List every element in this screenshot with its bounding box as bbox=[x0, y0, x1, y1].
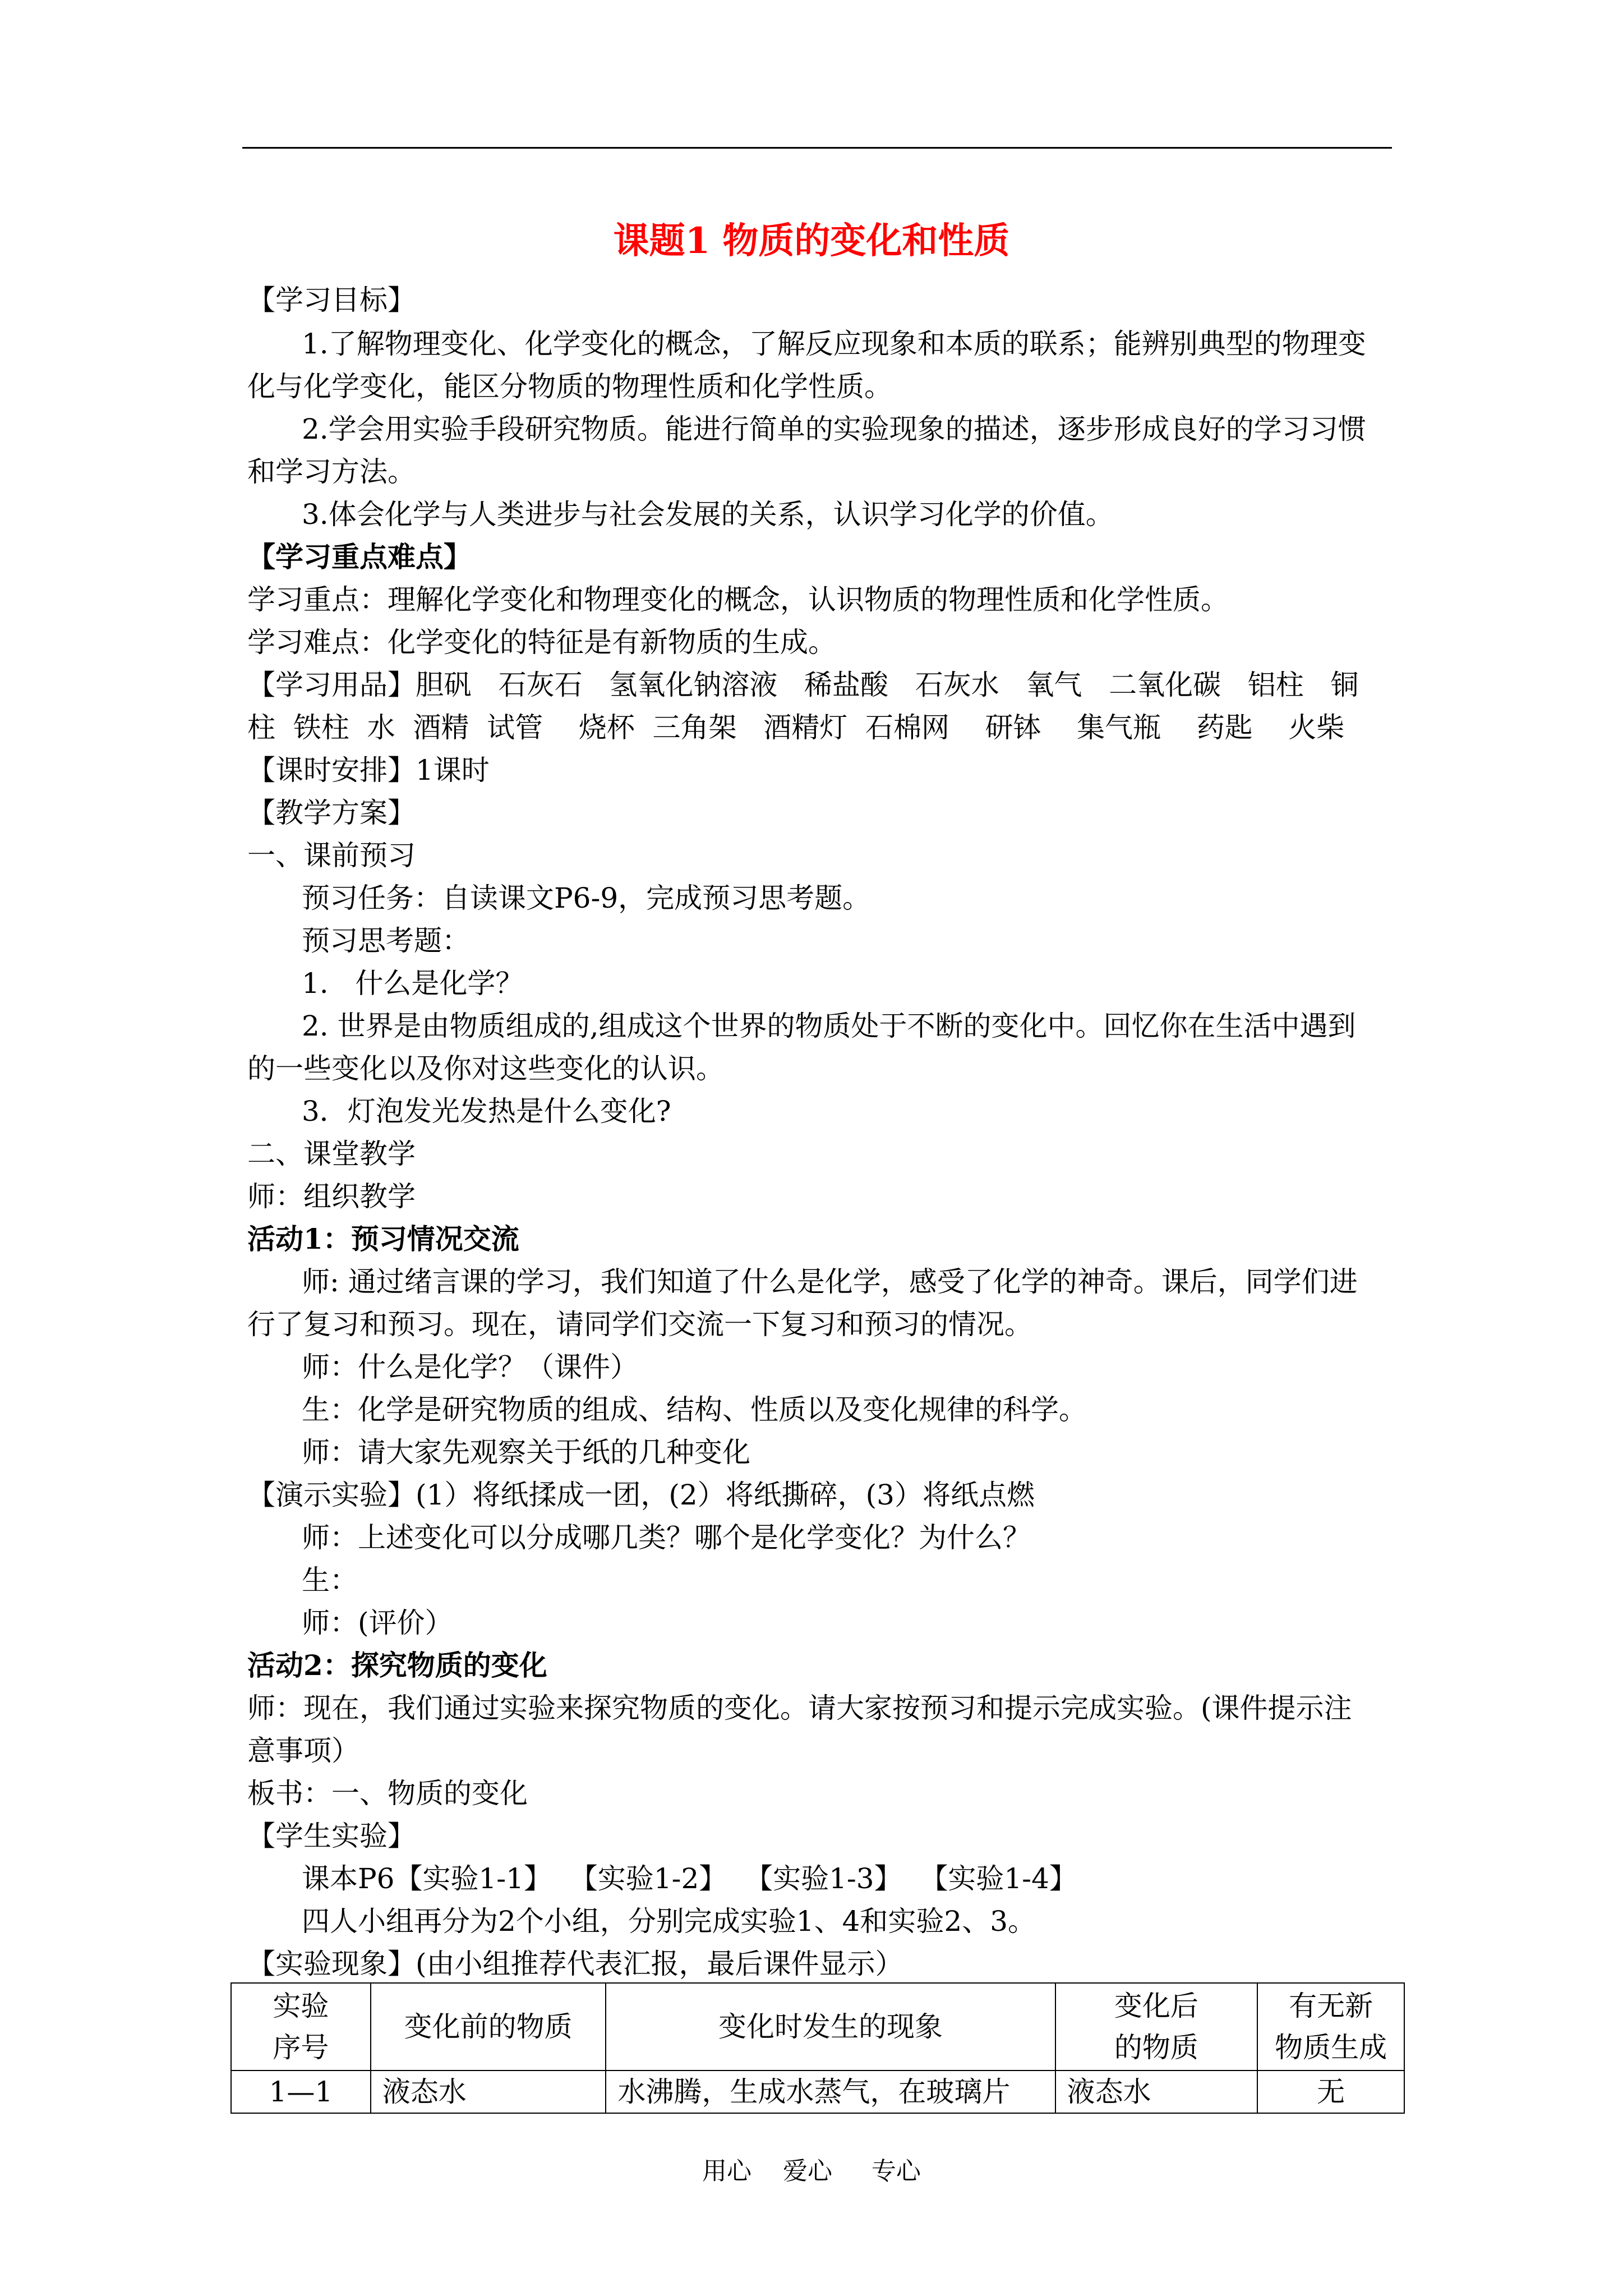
student-answer: 生：化学是研究物质的组成、结构、性质以及变化规律的科学。 bbox=[302, 1393, 1087, 1426]
lesson-title: 课题1 物质的变化和性质 bbox=[613, 220, 1010, 262]
preview-question-1: 1. 什么是化学？ bbox=[302, 967, 524, 1000]
blackboard-note: 板书：一、物质的变化 bbox=[247, 1777, 528, 1810]
objective-2-line-1: 2.学会用实验手段研究物质。能进行简单的实验现象的描述，逐步形成良好的学习习惯 bbox=[302, 413, 1366, 445]
preview-question-3: 3．灯泡发光发热是什么变化? bbox=[302, 1095, 671, 1128]
textbook-experiments: 课本P6【实验1-1】 【实验1-2】 【实验1-3】 【实验1-4】 bbox=[302, 1862, 1077, 1895]
page-footer: 用心 爱心 专心 bbox=[702, 2157, 921, 2185]
part-2-heading: 二、课堂教学 bbox=[247, 1138, 416, 1170]
section-heading-teaching-plan: 【教学方案】 bbox=[247, 797, 416, 829]
header-experiment-number: 实验 序号 bbox=[231, 1983, 371, 2070]
teacher-classify-question: 师：上述变化可以分成哪几类？哪个是化学变化？为什么？ bbox=[302, 1521, 1031, 1554]
header-substance-after: 变化后 的物质 bbox=[1055, 1983, 1258, 2070]
section-heading-objectives: 【学习目标】 bbox=[247, 284, 416, 316]
preview-question-2-line-1: 2. 世界是由物质组成的,组成这个世界的物质处于不断的变化中。回忆你在生活中遇到 bbox=[302, 1010, 1356, 1042]
supplies-line-2: 柱 铁柱 水 酒精 试管 烧杯 三角架 酒精灯 石棉网 研钵 集气瓶 药匙 火柴 bbox=[247, 711, 1345, 744]
activity-2-intro-line-2: 意事项） bbox=[247, 1734, 359, 1767]
activity-1-intro-line-2: 行了复习和预习。现在，请同学们交流一下复习和预习的情况。 bbox=[247, 1308, 1032, 1341]
table-row bbox=[231, 2070, 1404, 2113]
cell-new-substance: 无 bbox=[1257, 2070, 1404, 2113]
cell-phenomenon: 水沸腾，生成水蒸气，在玻璃片 bbox=[606, 2070, 1055, 2113]
table-header-row bbox=[231, 1983, 1404, 2070]
student-blank: 生： bbox=[302, 1564, 358, 1596]
demo-experiment: 【演示实验】(1）将纸揉成一团，(2）将纸撕碎，(3）将纸点燃 bbox=[247, 1479, 1035, 1511]
objective-2-line-2: 和学习方法。 bbox=[247, 455, 416, 488]
activity-2-heading: 活动2：探究物质的变化 bbox=[247, 1649, 547, 1682]
student-experiment-heading: 【学生实验】 bbox=[247, 1820, 416, 1852]
activity-2-intro-line-1: 师：现在，我们通过实验来探究物质的变化。请大家按预习和提示完成实验。(课件提示注 bbox=[247, 1692, 1352, 1724]
header-new-substance: 有无新 物质生成 bbox=[1257, 1983, 1404, 2070]
teacher-organize: 师：组织教学 bbox=[247, 1180, 416, 1213]
header-substance-before: 变化前的物质 bbox=[371, 1983, 606, 2070]
preview-question-2-line-2: 的一些变化以及你对这些变化的认识。 bbox=[247, 1052, 724, 1085]
difficult-point: 学习难点：化学变化的特征是有新物质的生成。 bbox=[247, 626, 836, 659]
experiment-table bbox=[230, 1982, 1405, 2114]
activity-1-intro-line-1: 师: 通过绪言课的学习，我们知道了什么是化学，感受了化学的神奇。课后，同学们进 bbox=[302, 1266, 1358, 1298]
cell-experiment-number: 1—1 bbox=[231, 2070, 371, 2113]
key-point: 学习重点：理解化学变化和物理变化的概念，认识物质的物理性质和化学性质。 bbox=[247, 583, 1229, 616]
cell-substance-after: 液态水 bbox=[1055, 2070, 1258, 2113]
objective-1-line-1: 1.了解物理变化、化学变化的概念，了解反应现象和本质的联系；能辨别典型的物理变 bbox=[302, 328, 1366, 360]
activity-1-heading: 活动1：预习情况交流 bbox=[247, 1222, 519, 1255]
objective-3: 3.体会化学与人类进步与社会发展的关系，认识学习化学的价值。 bbox=[302, 498, 1114, 531]
experiment-phenomena-heading: 【实验现象】(由小组推荐代表汇报，最后课件显示） bbox=[247, 1948, 903, 1980]
cell-substance-before: 液态水 bbox=[371, 2070, 606, 2113]
supplies-line-1: 【学习用品】胆矾 石灰石 氢氧化钠溶液 稀盐酸 石灰水 氧气 二氧化碳 铝柱 铜 bbox=[247, 669, 1359, 701]
objective-1-line-2: 化与化学变化，能区分物质的物理性质和化学性质。 bbox=[247, 370, 892, 403]
teacher-question: 师：什么是化学？（课件） bbox=[302, 1351, 638, 1383]
teacher-observe: 师：请大家先观察关于纸的几种变化 bbox=[302, 1436, 750, 1469]
header-phenomenon: 变化时发生的现象 bbox=[606, 1983, 1055, 2070]
schedule: 【课时安排】1课时 bbox=[247, 754, 490, 786]
part-1-heading: 一、课前预习 bbox=[247, 839, 416, 872]
preview-task: 预习任务：自读课文P6-9，完成预习思考题。 bbox=[302, 882, 871, 914]
section-heading-key-points: 【学习重点难点】 bbox=[247, 540, 472, 573]
teacher-evaluate: 师：(评价） bbox=[302, 1607, 453, 1639]
group-arrangement: 四人小组再分为2个小组，分别完成实验1、4和实验2、3。 bbox=[302, 1905, 1036, 1938]
preview-questions-heading: 预习思考题： bbox=[302, 924, 470, 957]
header-rule bbox=[242, 147, 1392, 149]
